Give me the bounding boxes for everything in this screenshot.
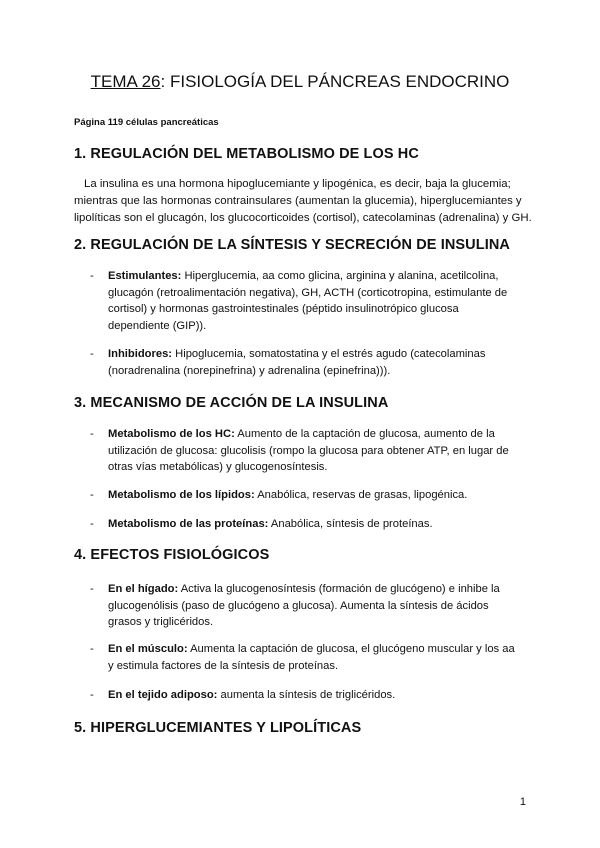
bullet-text: Hipoglucemia, somatostatina y el estrés agudo (catecolaminas (noradrenalina (norepinefrina) y adrenalina (epinefrina))). [108,348,486,377]
page-reference: Página 119 células pancreáticas [74,117,219,128]
bullet-label: Estimulantes: [108,270,182,282]
title-text: : FISIOLOGÍA DEL PÁNCREAS ENDOCRINO [160,72,510,91]
bullet-text: Activa la glucogenosíntesis (formación de glucógeno) e inhibe la glucogenólisis (paso de glucógeno a glucosa). Aumenta la síntesis de ácidos grasos y triglicéridos. [108,583,500,628]
bullet-text: Anabólica, síntesis de proteínas. [268,518,433,530]
page-number: 1 [519,796,526,808]
bullet-dash: - [90,348,94,360]
bullet-label: Inhibidores: [108,348,173,360]
section-heading-2: 2. REGULACIÓN DE LA SÍNTESIS Y SECRECIÓN DE INSULINA [74,237,510,253]
bullet-text: Anabólica, reservas de grasas, lipogénica. [254,489,468,501]
title-topic: TEMA 26 [90,72,161,91]
bullet-dash: - [90,428,94,440]
bullet-label: En el tejido adiposo: [108,689,218,701]
bullet-label: En el hígado: [108,583,179,595]
bullet-text: Hiperglucemia, aa como glicina, arginina y alanina, acetilcolina, glucagón (retroalimentación negativa), GH, ACTH (corticotropina, estimulante de cortisol) y hormonas gastrointestinales (péptido insulinotrópico glucosa dependiente (GIP)). [108,270,508,332]
bullet-dash: - [90,643,94,655]
bullet-label: Metabolismo de los lípidos: [108,489,255,501]
bullet-dash: - [90,489,94,501]
section-1-paragraph: La insulina es una hormona hipoglucemiante y lipogénica, es decir, baja la glucemia; mientras que las hormonas contrainsulares (aumentan la glucemia), hiperglucemiantes y lipolíticas son el glucagón, los glucocorticoides (cortisol), catecolaminas (adrenalina) y GH. [74,178,532,224]
bullet-text: Aumento de la captación de glucosa, aumento de la utilización de glucosa: glucolisis (rompo la glucosa para obtener ATP, en lugar de otras vías metabólicas) y glucogenosíntesis. [108,428,509,473]
bullet-dash: - [90,518,94,530]
bullet-label: Metabolismo de las proteínas: [108,518,269,530]
section-heading-5: 5. HIPERGLUCEMIANTES Y LIPOLÍTICAS [74,720,362,736]
bullet-label: En el músculo: [108,643,188,655]
section-heading-4: 4. EFECTOS FISIOLÓGICOS [74,547,270,563]
bullet-dash: - [90,689,94,701]
bullet-text: aumenta la síntesis de triglicéridos. [217,689,396,701]
section-heading-3: 3. MECANISMO DE ACCIÓN DE LA INSULINA [74,395,389,411]
page-title [0,72,600,92]
section-heading-1: 1. REGULACIÓN DEL METABOLISMO DE LOS HC [74,146,419,162]
bullet-dash: - [90,270,94,282]
bullet-label: Metabolismo de los HC: [108,428,235,440]
bullet-dash: - [90,583,94,595]
bullet-text: Aumenta la captación de glucosa, el glucógeno muscular y los aa y estimula factores de la síntesis de proteínas. [108,643,515,672]
